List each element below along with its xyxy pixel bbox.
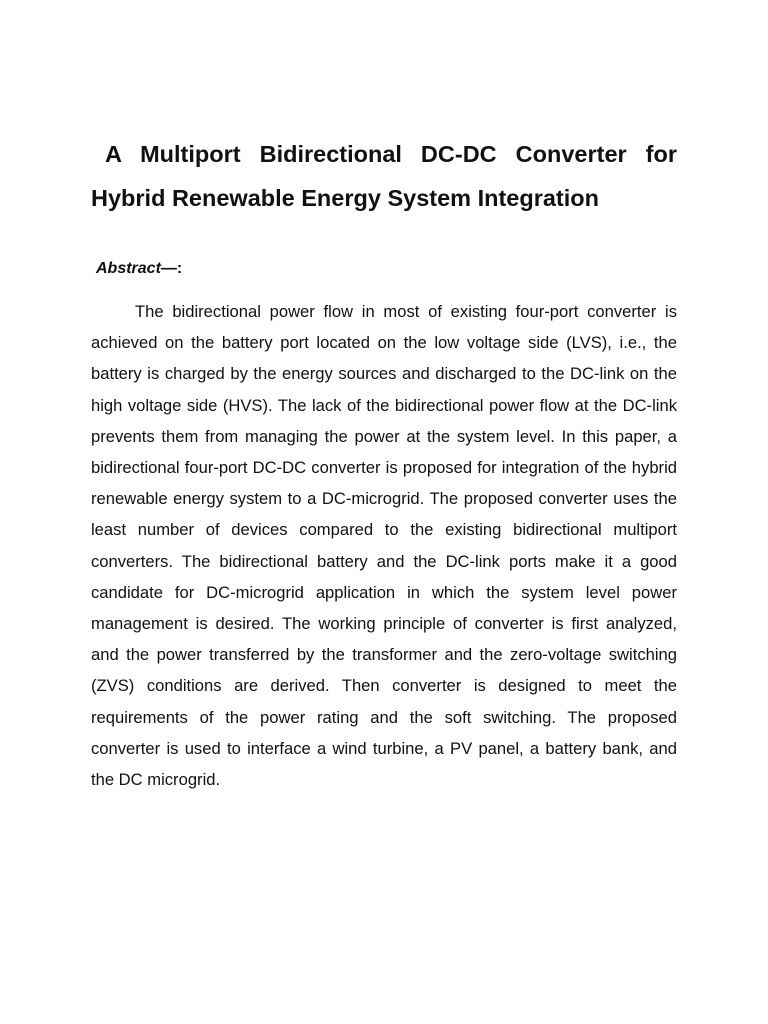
- abstract-heading: [96, 258, 182, 280]
- paper-title: A Multiport Bidirectional DC-DC Converter for Hybrid Renewable Energy System Integration: [91, 141, 677, 211]
- abstract-text: The bidirectional power flow in most of existing four-port converter is achieved on the battery port located on the low voltage side (LVS), i.e., the battery is charged by the energy sources and discharged to the DC-link on the high voltage side (HVS). The lack of the bidirectional power flow at the DC-link prevents them from managing the power at the system level. In this paper, a bidirectional four-port DC-DC converter is proposed for integration of the hybrid renewable energy system to a DC-microgrid. The proposed converter uses the least number of devices compared to the existing bidirectional multiport converters. The bidirectional battery and the DC-link ports make it a good candidate for DC-microgrid application in which the system level power management is desired. The working principle of converter is first analyzed, and the power transferred by the transformer and the zero-voltage switching (ZVS) conditions are derived. Then converter is designed to meet the requirements of the power rating and the soft switching. The proposed converter is used to interface a wind turbine, a PV panel, a battery bank, and the DC microgrid.: [91, 302, 677, 790]
- abstract-label-suffix: —:: [160, 260, 183, 277]
- abstract-label: Abstract: [96, 260, 161, 277]
